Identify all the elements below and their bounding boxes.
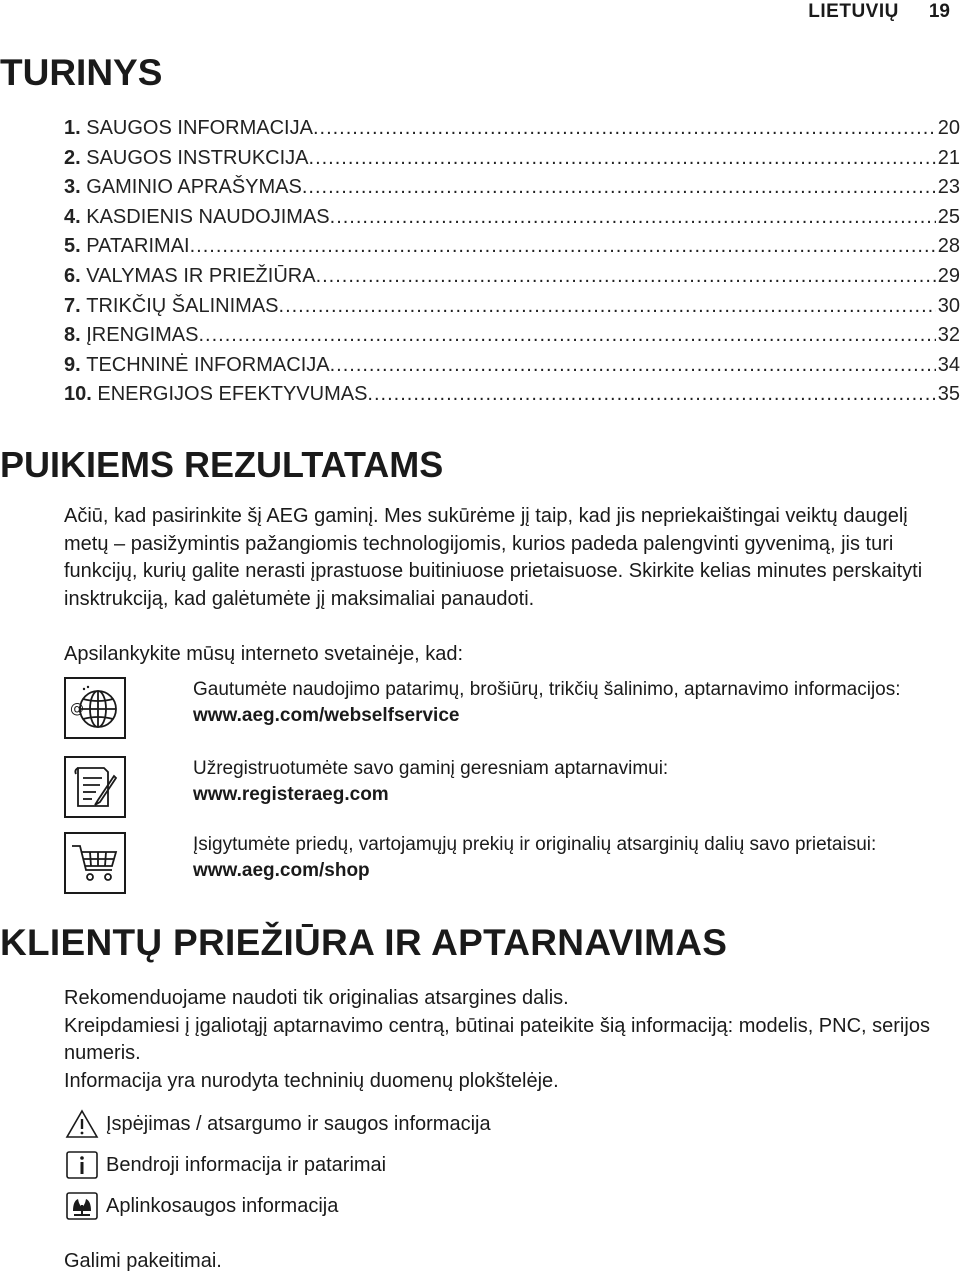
toc-leader-dots <box>302 173 936 203</box>
toc-entry[interactable] <box>64 144 960 174</box>
toc-entry-page: 23 <box>937 176 960 199</box>
toc-entry-label: SAUGOS INFORMACIJA <box>86 117 313 139</box>
toc-entry[interactable] <box>64 321 960 351</box>
toc-entry-number: 9. <box>64 353 87 376</box>
page-number: 19 <box>928 1 950 22</box>
toc-entry[interactable] <box>64 203 960 233</box>
symbol-text: Aplinkosaugos informacija <box>106 1194 339 1217</box>
toc-entry-page: 28 <box>937 235 960 258</box>
registration-form-icon <box>64 756 126 818</box>
toc-leader-dots <box>309 144 936 174</box>
table-of-contents <box>64 114 960 410</box>
intro-paragraph: Ačiū, kad pasirinkite šį AEG gaminį. Mes sukūrėme jį taip, kad jis nepriekaištingai veiktų daugelį metų – pasižymintis pažangiomis technologijomis, kurios padeda palengvinti gyvenimą, jis turi funkcijų, kurių galite nerasti įprastuose buitiniuose prietaisuose. Skirkite kelias minutes perskaityti insktrukciją, kad galėtumėte jį maksimaliai panaudoti. <box>64 505 923 610</box>
symbol-legend <box>64 1104 491 1227</box>
toc-entry[interactable] <box>64 262 960 292</box>
footer-note: Galimi pakeitimai. <box>64 1250 222 1272</box>
toc-title: TURINYS <box>0 52 163 93</box>
toc-entry[interactable] <box>64 232 960 262</box>
symbol-text: Bendroji informacija ir patarimai <box>106 1153 387 1176</box>
toc-entry[interactable] <box>64 351 960 381</box>
symbol-text: Įspėjimas / atsargumo ir saugos informacija <box>106 1112 491 1135</box>
toc-entry-page: 32 <box>937 324 960 347</box>
toc-entry-number: 1. <box>64 117 87 139</box>
toc-leader-dots <box>313 114 936 144</box>
toc-entry-number: 5. <box>64 235 87 258</box>
care-line: Informacija yra nurodyta techninių duomenų plokštelėje. <box>64 1069 559 1092</box>
toc-entry-number: 3. <box>64 176 87 199</box>
toc-leader-dots <box>279 292 936 322</box>
care-line: Kreipdamiesi į įgaliotąjį aptarnavimo centrą, būtinai pateikite šią informaciją: modelis, PNC, serijos numeris. <box>64 1014 930 1065</box>
toc-entry[interactable] <box>64 292 960 322</box>
warning-icon <box>64 1108 100 1140</box>
toc-entry-label: KASDIENIS NAUDOJIMAS <box>86 205 330 228</box>
care-line: Rekomenduojame naudoti tik originalias atsargines dalis. <box>64 987 569 1009</box>
toc-entry-page: 34 <box>937 353 960 376</box>
service-text <box>193 832 923 883</box>
toc-leader-dots <box>190 232 936 262</box>
service-text <box>193 677 923 728</box>
toc-entry-label: GAMINIO APRAŠYMAS <box>86 176 302 199</box>
service-text <box>193 756 923 807</box>
service-description: Užregistruotumėte savo gaminį geresniam aptarnavimui: <box>193 758 669 779</box>
service-description: Įsigytumėte priedų, vartojamųjų prekių ir originalių atsarginių dalių savo prietaisui: <box>193 834 877 855</box>
results-title: PUIKIEMS REZULTATAMS <box>0 444 444 485</box>
symbol-item <box>64 1104 491 1144</box>
service-description: Gautumėte naudojimo patarimų, brošiūrų, trikčių šalinimo, aptarnavimo informacijos: <box>193 679 901 700</box>
toc-leader-dots <box>330 203 936 233</box>
toc-leader-dots <box>367 380 935 410</box>
toc-leader-dots <box>199 321 936 351</box>
service-link[interactable]: www.registeraeg.com <box>193 783 389 805</box>
toc-entry-page: 21 <box>937 146 960 169</box>
toc-entry-number: 7. <box>64 294 87 317</box>
toc-entry-label: VALYMAS IR PRIEŽIŪRA <box>86 264 316 287</box>
symbol-item <box>64 1145 491 1185</box>
toc-entry-label: ENERGIJOS EFEKTYVUMAS <box>97 383 368 406</box>
toc-entry[interactable] <box>64 114 960 144</box>
toc-entry-label: ĮRENGIMAS <box>86 324 199 347</box>
toc-entry-page: 35 <box>937 383 960 406</box>
globe-icon <box>64 677 126 739</box>
toc-entry-number: 4. <box>64 205 87 228</box>
toc-entry-label: SAUGOS INSTRUKCIJA <box>86 146 309 169</box>
toc-entry-page: 29 <box>937 264 960 287</box>
toc-entry-page: 20 <box>937 117 960 139</box>
page-header <box>808 0 960 24</box>
symbol-item <box>64 1186 491 1226</box>
toc-entry-label: PATARIMAI <box>86 235 190 258</box>
toc-entry[interactable] <box>64 173 960 203</box>
toc-entry-page: 30 <box>937 294 960 317</box>
svg-text:@: @ <box>70 701 84 717</box>
language-label: LIETUVIŲ <box>808 1 899 22</box>
toc-entry-label: TECHNINĖ INFORMACIJA <box>86 353 330 376</box>
toc-leader-dots <box>316 262 936 292</box>
care-text <box>64 985 944 1095</box>
toc-entry-page: 25 <box>937 205 960 228</box>
toc-entry-label: TRIKČIŲ ŠALINIMAS <box>86 294 279 317</box>
care-title: KLIENTŲ PRIEŽIŪRA IR APTARNAVIMAS <box>0 922 728 963</box>
service-link[interactable]: www.aeg.com/shop <box>193 859 370 881</box>
shopping-cart-icon <box>64 832 126 894</box>
toc-entry[interactable] <box>64 380 960 410</box>
service-link[interactable]: www.aeg.com/webselfservice <box>193 704 460 726</box>
toc-leader-dots <box>330 351 936 381</box>
info-icon <box>64 1149 100 1181</box>
visit-text: Apsilankykite mūsų interneto svetainėje, kad: <box>64 643 464 665</box>
toc-entry-number: 8. <box>64 324 87 347</box>
toc-entry-number: 2. <box>64 146 87 169</box>
environment-icon <box>64 1190 100 1222</box>
toc-entry-number: 6. <box>64 264 87 287</box>
toc-entry-number: 10. <box>64 383 98 406</box>
